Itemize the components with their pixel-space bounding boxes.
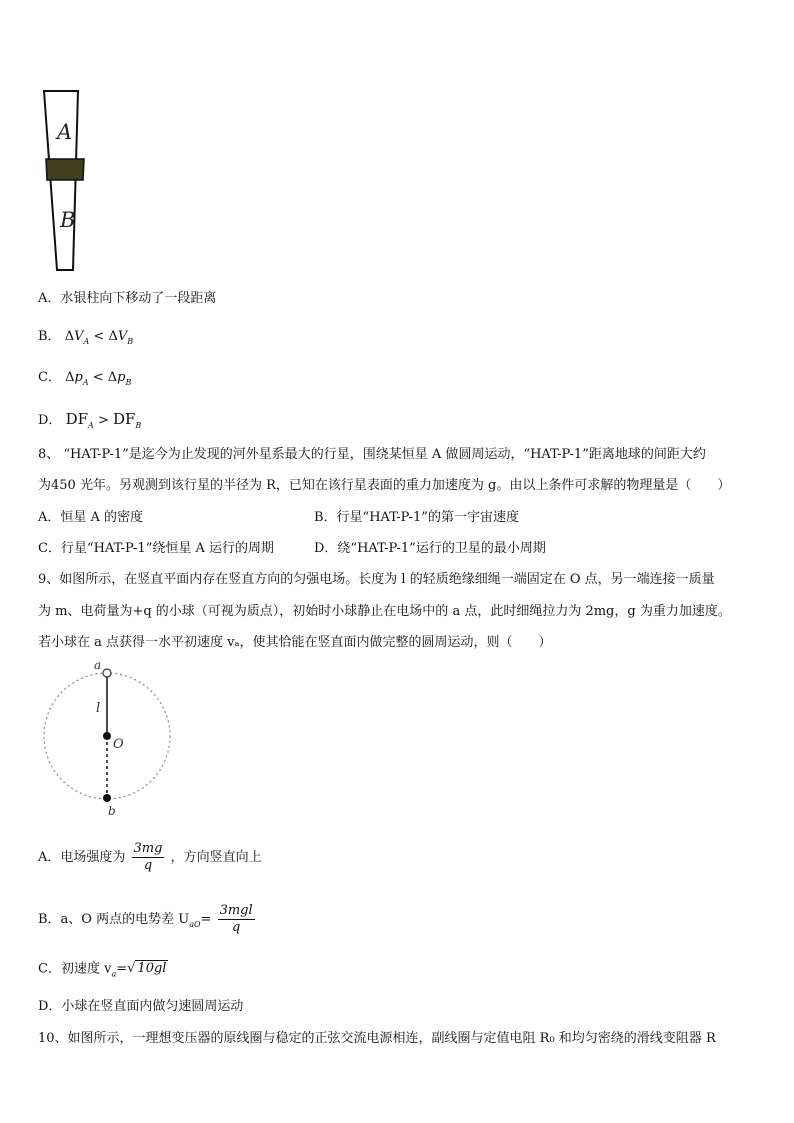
df-symbol: DF <box>112 410 136 428</box>
sub-b: B <box>125 378 132 387</box>
q7-option-b <box>38 328 133 351</box>
radicand: 10gl <box>137 961 167 976</box>
sub-b: B <box>135 421 142 430</box>
q8-option-c: C．行星“HAT-P-1”绕恒星 A 运行的周期 <box>38 541 274 556</box>
label-b: b <box>108 804 116 818</box>
tube-label-b: B <box>60 208 76 232</box>
tube-figure <box>40 88 90 274</box>
delta-symbol: Δ <box>107 370 118 385</box>
fraction-numerator: 3mgl <box>219 903 253 918</box>
q8-stem-line1: 8、 “HAT-P-1”是迄今为止发现的河外星系最大的行星，围绕某恒星 A 做圆周运动，“HAT-P-1”距离地球的间距大约 <box>38 447 706 462</box>
circle-figure <box>40 658 180 820</box>
q9-stem-line3: 若小球在 a 点获得一水平初速度 vₐ，使其恰能在竖直面内做完整的圆周运动，则（ ） <box>38 635 552 650</box>
tube-label-a: A <box>57 120 73 144</box>
fraction-3mgl-q <box>218 903 255 936</box>
q8-stem-line2: 为450 光年。另观测到该行星的半径为 R，已知在该行星表面的重力加速度为 g。由以上条件可求解的物理量是（ ） <box>38 478 731 493</box>
sub-b: B <box>127 337 134 346</box>
greater-than: > <box>97 413 109 428</box>
q9-option-a <box>38 838 262 878</box>
label-o: O <box>113 737 124 752</box>
q9-option-c <box>38 960 168 984</box>
q8-option-d: D．绕“HAT-P-1”运行的卫星的最小周期 <box>314 541 546 556</box>
q7-option-d <box>38 410 141 435</box>
q9-option-b-text: B．a、O 两点的电势差 U <box>38 912 190 927</box>
delta-symbol: Δ <box>64 329 75 344</box>
less-than: < <box>93 329 105 344</box>
q8-option-b: B．行星“HAT-P-1”的第一宇宙速度 <box>314 510 519 525</box>
df-symbol: DF <box>65 410 89 428</box>
mercury-column <box>46 159 84 180</box>
var-v: V <box>117 329 128 344</box>
fraction-denominator: q <box>231 920 241 935</box>
q7-option-d-letter: D． <box>38 413 62 428</box>
q9-option-d: D．小球在竖直面内做匀速圆周运动 <box>38 999 244 1014</box>
q10-stem-line1: 10、如图所示，一理想变压器的原线圈与稳定的正弦交流电源相连，副线圈与定值电阻 R₀ 和均匀密绕的滑线变阻器 R <box>38 1031 716 1046</box>
sqrt-symbol: √ 10gl <box>127 961 167 976</box>
var-p: p <box>117 370 126 385</box>
sub-a: A <box>83 337 90 346</box>
q9-stem-line1: 9、如图所示，在竖直平面内存在竖直方向的匀强电场。长度为 l 的轻质绝缘细绳一端固定在 O 点，另一端连接一质量 <box>38 572 715 587</box>
label-l: l <box>96 701 101 716</box>
q7-option-c <box>38 369 131 392</box>
sub-a: a <box>111 969 117 979</box>
less-than: < <box>92 370 104 385</box>
var-v: V <box>74 329 84 344</box>
sub-ao: aO <box>189 920 201 929</box>
equals-sign: = <box>200 912 212 927</box>
fraction-denominator: q <box>143 858 153 873</box>
q8-option-a: A．恒星 A 的密度 <box>38 510 144 525</box>
equals-sign: = <box>116 961 128 977</box>
q7-option-a: A．水银柱向下移动了一段距离 <box>38 291 217 306</box>
q9-option-a-text: A．电场强度为 <box>38 850 126 865</box>
fraction-3mg-q <box>132 841 165 874</box>
q9-option-b <box>38 900 257 945</box>
q9-stem-line2: 为 m、电荷量为+q 的小球（可视为质点），初始时小球静止在电场中的 a 点，此时细绳拉力为 2mg，g 为重力加速度。 <box>38 604 731 619</box>
point-b <box>103 794 111 802</box>
q7-option-b-letter: B． <box>38 329 61 344</box>
q7-option-c-letter: C． <box>38 370 61 385</box>
delta-symbol: Δ <box>108 329 118 344</box>
delta-symbol: Δ <box>65 370 75 385</box>
point-a <box>103 669 111 677</box>
var-p: p <box>74 370 83 385</box>
label-a: a <box>94 658 102 672</box>
q9-option-a-suffix: ，方向竖直向上 <box>170 850 262 865</box>
q9-option-c-text: C．初速度 v <box>38 961 112 977</box>
fraction-numerator: 3mg <box>133 841 163 856</box>
sub-a: A <box>82 378 89 387</box>
point-o <box>103 732 111 740</box>
sub-a: A <box>88 421 94 430</box>
